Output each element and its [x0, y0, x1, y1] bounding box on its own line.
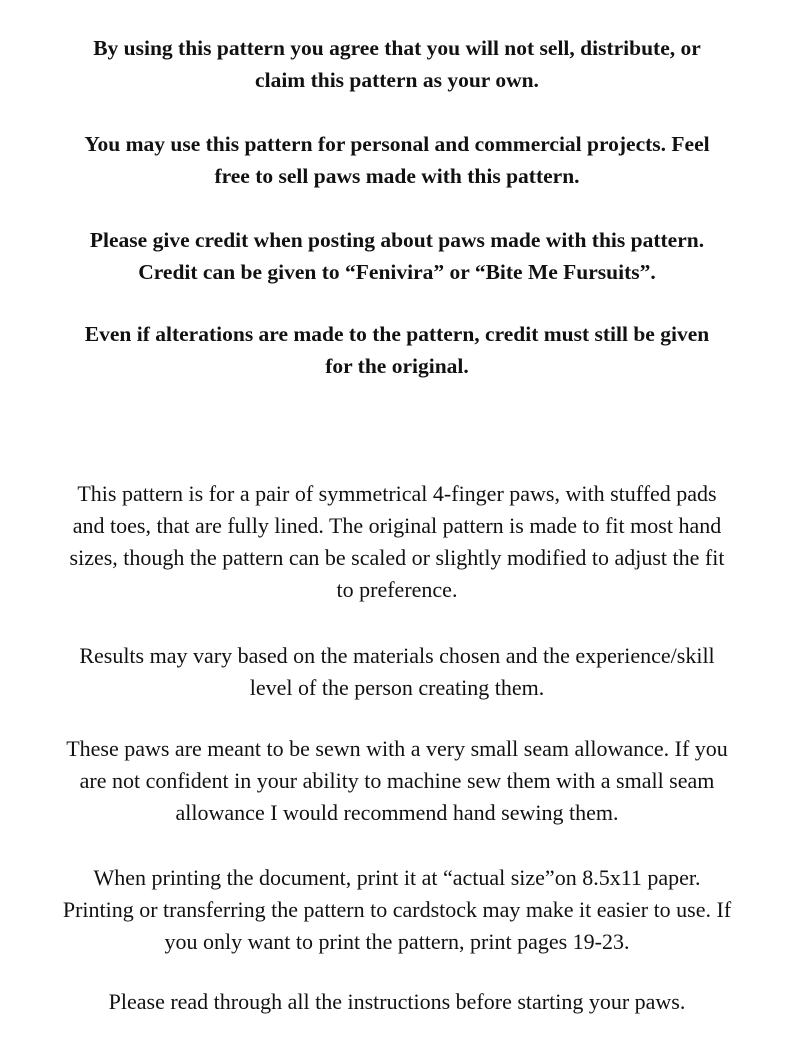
- text-line: When printing the document, print it at “actual size”on 8.5x11 paper.: [93, 865, 701, 890]
- terms-usage-paragraph: [20, 128, 774, 192]
- text-line: Please read through all the instructions before starting your paws.: [108, 989, 686, 1014]
- text-line: You may use this pattern for personal and commercial projects. Feel: [84, 132, 710, 156]
- read-instructions-paragraph: [20, 986, 774, 1018]
- text-line: Results may vary based on the materials chosen and the experience/skill: [79, 643, 715, 668]
- terms-no-resale-paragraph: [20, 32, 774, 96]
- text-line: for the original.: [325, 354, 469, 378]
- text-line: These paws are meant to be sewn with a very small seam allowance. If you: [66, 736, 728, 761]
- text-line: Credit can be given to “Fenivira” or “Bite Me Fursuits”.: [138, 260, 656, 284]
- text-line: claim this pattern as your own.: [255, 68, 539, 92]
- pattern-description-paragraph: [20, 478, 774, 606]
- terms-credit-paragraph: [20, 224, 774, 288]
- text-line: you only want to print the pattern, print pages 19-23.: [164, 929, 630, 954]
- seam-allowance-paragraph: [20, 733, 774, 829]
- text-line: Printing or transferring the pattern to cardstock may make it easier to use. If: [62, 897, 732, 922]
- text-line: to preference.: [336, 577, 458, 602]
- text-line: sizes, though the pattern can be scaled or slightly modified to adjust the fit: [69, 545, 725, 570]
- text-line: By using this pattern you agree that you will not sell, distribute, or: [93, 36, 701, 60]
- terms-alterations-paragraph: [20, 318, 774, 382]
- text-line: Please give credit when posting about paws made with this pattern.: [89, 228, 705, 252]
- text-line: allowance I would recommend hand sewing them.: [175, 800, 619, 825]
- text-line: and toes, that are fully lined. The original pattern is made to fit most hand: [72, 513, 722, 538]
- results-paragraph: [20, 640, 774, 704]
- text-line: This pattern is for a pair of symmetrical 4-finger paws, with stuffed pads: [77, 481, 717, 506]
- text-line: level of the person creating them.: [249, 675, 545, 700]
- text-line: are not confident in your ability to machine sew them with a small seam: [79, 768, 715, 793]
- printing-paragraph: [20, 862, 774, 958]
- text-line: Even if alterations are made to the pattern, credit must still be given: [84, 322, 710, 346]
- text-line: free to sell paws made with this pattern.: [214, 164, 580, 188]
